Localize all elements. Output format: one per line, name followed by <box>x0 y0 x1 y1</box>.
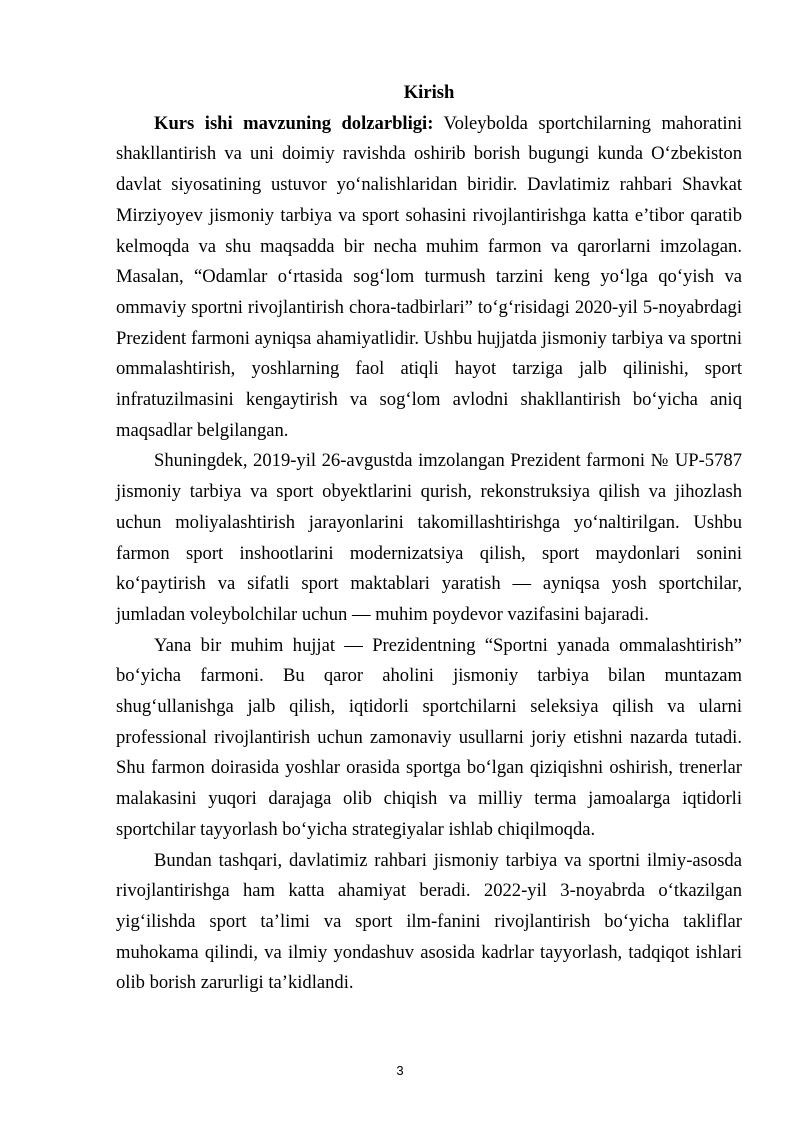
page-number: 3 <box>396 1063 404 1078</box>
paragraph-1-lead: Kurs ishi mavzuning dolzarbligi: <box>154 112 434 134</box>
paragraph-1-text: Voleybolda sportchilarning mahoratini shakllantirish va uni doimiy ravishda oshirib borish bugungi kunda O‘zbekiston davlat siyosatining ustuvor yo‘nalishlaridan biridir. Davlatimiz rahbari Shavkat Mirziyoyev jismoniy tarbiya va sport sohasini rivojlantirishga katta e’tibor qaratib kelmoqda va shu maqsadda bir necha muhim farmon va qarorlarni imzolagan. Masalan, “Odamlar o‘rtasida sog‘lom turmush tarzini keng yo‘lga qo‘yish va ommaviy sportni rivojlantirish chora-tadbirlari” to‘g‘risidagi 2020-yil 5-noyabrdagi Prezident farmoni ayniqsa ahamiyatlidir. Ushbu hujjatda jismoniy tarbiya va sportni ommalashtirish, yoshlarning faol atiqli hayot tarziga jalb qilinishi, sport infratuzilmasini kengaytirish va sog‘lom avlodni shakllantirish bo‘yicha aniq maqsadlar belgilangan. <box>116 112 742 441</box>
paragraph-3: Yana bir muhim hujjat — Prezidentning “Sportni yanada ommalashtirish” bo‘yicha farmoni. Bu qaror aholini jismoniy tarbiya bilan muntazam shug‘ullanishga jalb qilish, iqtidorli sportchilarni seleksiya qilish va ularni professional rivojlantirish uchun zamonaviy usullarni joriy etishni nazarda tutadi. Shu farmon doirasida yoshlar orasida sportga bo‘lgan qiziqishni oshirish, trenerlar malakasini yuqori darajaga olib chiqish va milliy terma jamoalarga iqtidorli sportchilar tayyorlash bo‘yicha strategiyalar ishlab chiqilmoqda. <box>116 634 742 840</box>
paragraph-2: Shuningdek, 2019-yil 26-avgustda imzolangan Prezident farmoni № UP-5787 jismoniy tarbiya va sport obyektlarini qurish, rekonstruksiya qilish va jihozlash uchun moliyalashtirish jarayonlarini takomillashtirishga yo‘naltirilgan. Ushbu farmon sport inshootlarini modernizatsiya qilish, sport maydonlari sonini ko‘paytirish va sifatli sport maktablari yaratish — ayniqsa yosh sportchilar, jumladan voleybolchilar uchun — muhim poydevor vazifasini bajaradi. <box>116 450 742 625</box>
document-body <box>116 78 742 999</box>
paragraph-4: Bundan tashqari, davlatimiz rahbari jismoniy tarbiya va sportni ilmiy-asosda rivojlantirishga ham katta ahamiyat beradi. 2022-yil 3-noyabrda o‘tkazilgan yig‘ilishda sport ta’limi va sport ilm-fanini rivojlantirish bo‘yicha takliflar muhokama qilindi, va ilmiy yondashuv asosida kadrlar tayyorlash, tadqiqot ishlari olib borish zarurligi ta’kidlandi. <box>116 849 742 994</box>
page-title: Kirish <box>403 82 455 103</box>
paragraph-1 <box>116 109 742 447</box>
